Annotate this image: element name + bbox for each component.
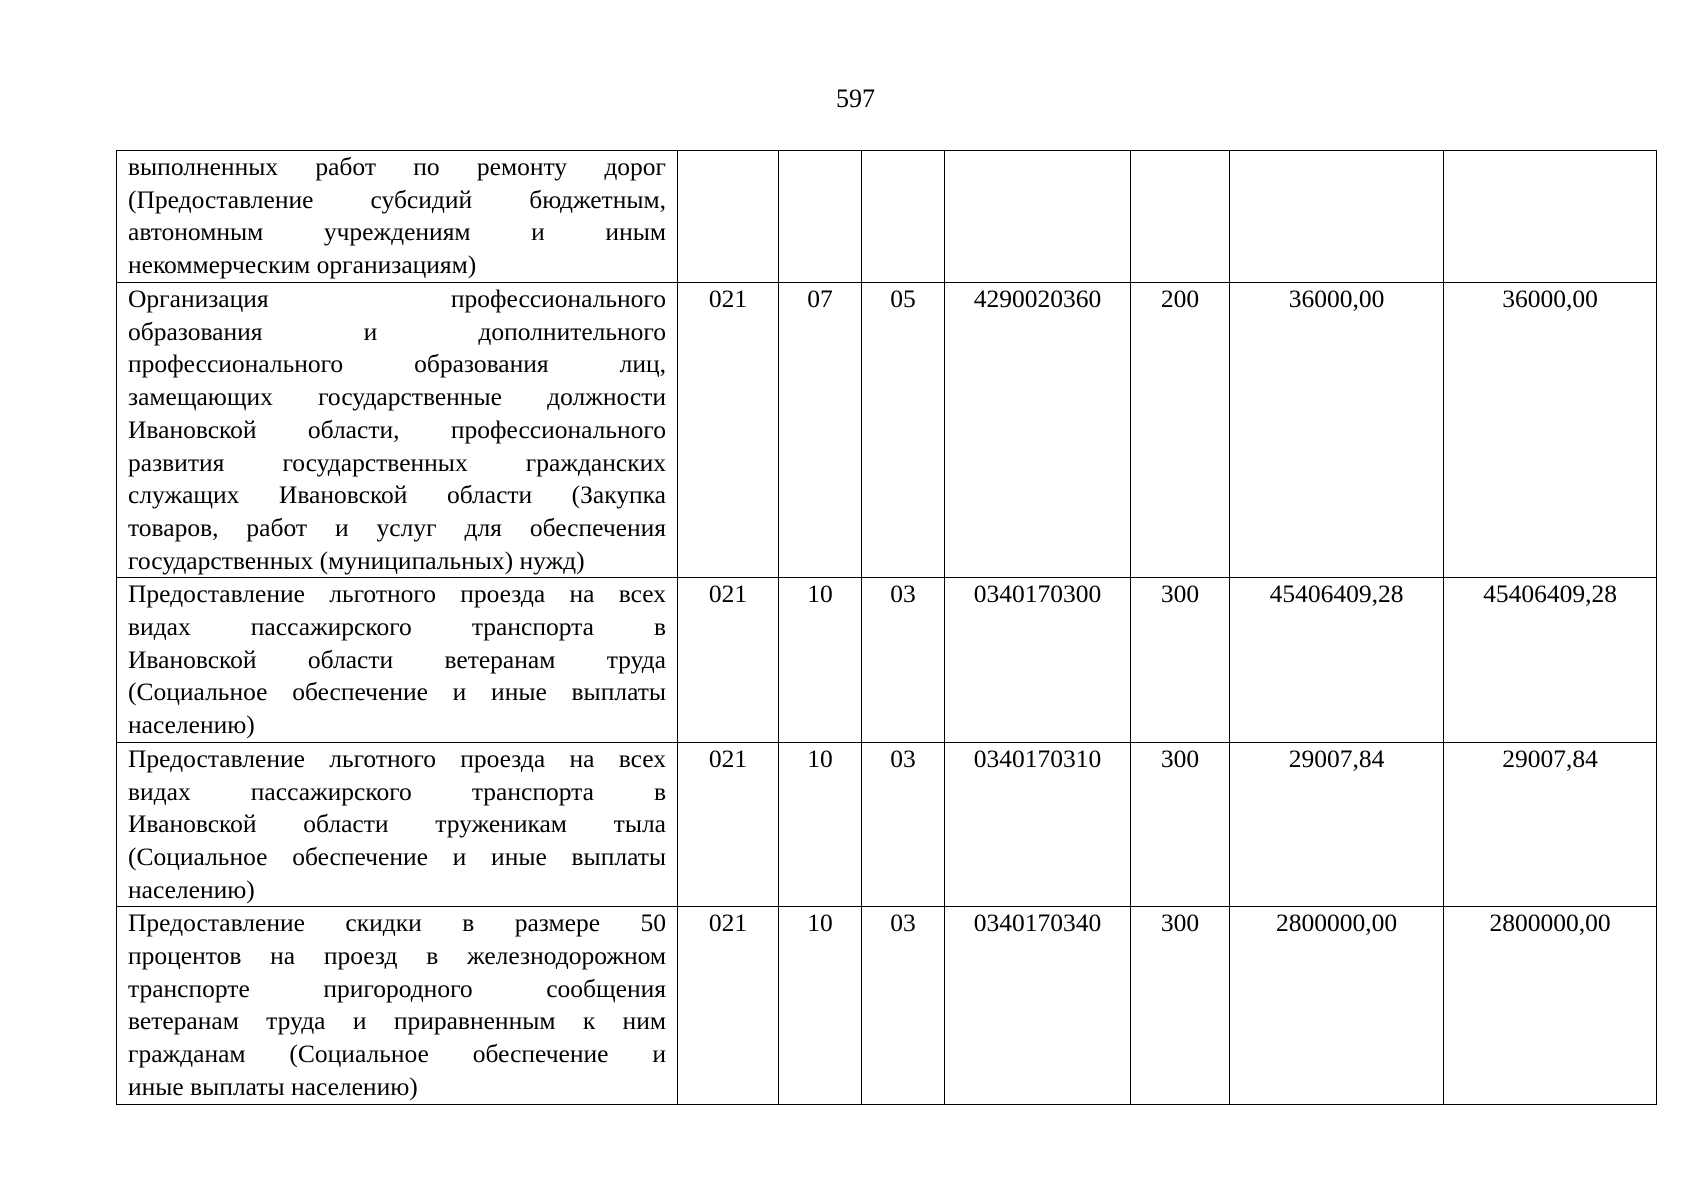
target-article-cell: 0340170300 <box>945 578 1131 743</box>
ministry-code-cell <box>678 151 779 283</box>
description-line: населению) <box>128 710 255 740</box>
description-line: профессионального образования лиц, <box>128 349 666 379</box>
expense-type-cell: 300 <box>1131 578 1230 743</box>
description-line: служащих Ивановской области (Закупка <box>128 480 666 510</box>
description-line: населению) <box>128 874 255 904</box>
amount-1-cell: 45406409,28 <box>1230 578 1444 743</box>
description-line: транспорте пригородного сообщения <box>128 973 666 1003</box>
subsection-code-cell: 03 <box>862 742 945 907</box>
description-line: Ивановской области, профессионального <box>128 414 666 444</box>
description-line: процентов на проезд в железнодорожном <box>128 941 666 971</box>
description-line: Ивановской области ветеранам труда <box>128 644 666 674</box>
ministry-code-cell: 021 <box>678 578 779 743</box>
description-line: товаров, работ и услуг для обеспечения <box>128 512 666 542</box>
expense-type-cell: 200 <box>1131 283 1230 578</box>
amount-2-cell: 2800000,00 <box>1444 907 1657 1104</box>
description-line: государственных (муниципальных) нужд) <box>128 545 585 575</box>
subsection-code-cell <box>862 151 945 283</box>
page-number: 597 <box>836 84 875 113</box>
description-line: образования и дополнительного <box>128 316 666 346</box>
subsection-code-cell: 05 <box>862 283 945 578</box>
expense-type-cell <box>1131 151 1230 283</box>
ministry-code-cell: 021 <box>678 283 779 578</box>
description-line: (Социальное обеспечение и иные выплаты <box>128 841 666 871</box>
amount-2-cell: 36000,00 <box>1444 283 1657 578</box>
amount-1-cell: 36000,00 <box>1230 283 1444 578</box>
table-row <box>117 578 1657 743</box>
table-row <box>117 151 1657 283</box>
description-line: некоммерческим организациям) <box>128 250 477 280</box>
ministry-code-cell: 021 <box>678 907 779 1104</box>
amount-1-cell: 2800000,00 <box>1230 907 1444 1104</box>
amount-2-cell <box>1444 151 1657 283</box>
description-cell <box>117 151 678 283</box>
description-cell <box>117 907 678 1104</box>
target-article-cell: 0340170340 <box>945 907 1131 1104</box>
description-line: (Социальное обеспечение и иные выплаты <box>128 677 666 707</box>
subsection-code-cell: 03 <box>862 578 945 743</box>
description-line: ветеранам труда и приравненным к ним <box>128 1006 666 1036</box>
subsection-code-cell: 03 <box>862 907 945 1104</box>
description-line: Организация профессионального <box>128 284 666 313</box>
amount-2-cell: 45406409,28 <box>1444 578 1657 743</box>
budget-table <box>116 150 1657 1105</box>
ministry-code-cell: 021 <box>678 742 779 907</box>
expense-type-cell: 300 <box>1131 907 1230 1104</box>
description-line: Предоставление скидки в размере 50 <box>128 908 666 938</box>
description-line: Предоставление льготного проезда на всех <box>128 743 666 773</box>
table-row <box>117 742 1657 907</box>
description-line: развития государственных гражданских <box>128 447 666 477</box>
description-line: иные выплаты населению) <box>128 1071 418 1101</box>
description-line: Предоставление льготного проезда на всех <box>128 579 666 609</box>
target-article-cell: 0340170310 <box>945 742 1131 907</box>
amount-1-cell: 29007,84 <box>1230 742 1444 907</box>
description-line: замещающих государственные должности <box>128 382 666 412</box>
amount-2-cell: 29007,84 <box>1444 742 1657 907</box>
section-code-cell <box>779 151 862 283</box>
description-line: видах пассажирского транспорта в <box>128 612 666 642</box>
description-line: гражданам (Социальное обеспечение и <box>128 1039 666 1069</box>
target-article-cell: 4290020360 <box>945 283 1131 578</box>
description-cell <box>117 742 678 907</box>
table-row <box>117 283 1657 578</box>
expense-type-cell: 300 <box>1131 742 1230 907</box>
section-code-cell: 10 <box>779 578 862 743</box>
description-cell <box>117 578 678 743</box>
target-article-cell <box>945 151 1131 283</box>
section-code-cell: 10 <box>779 907 862 1104</box>
description-line: (Предоставление субсидий бюджетным, <box>128 184 666 214</box>
description-cell <box>117 283 678 578</box>
description-line: автономным учреждениям и иным <box>128 217 666 247</box>
section-code-cell: 07 <box>779 283 862 578</box>
description-line: Ивановской области труженикам тыла <box>128 809 666 839</box>
amount-1-cell <box>1230 151 1444 283</box>
section-code-cell: 10 <box>779 742 862 907</box>
description-line: выполненных работ по ремонту дорог <box>128 152 666 181</box>
table-row <box>117 907 1657 1104</box>
description-line: видах пассажирского транспорта в <box>128 776 666 806</box>
